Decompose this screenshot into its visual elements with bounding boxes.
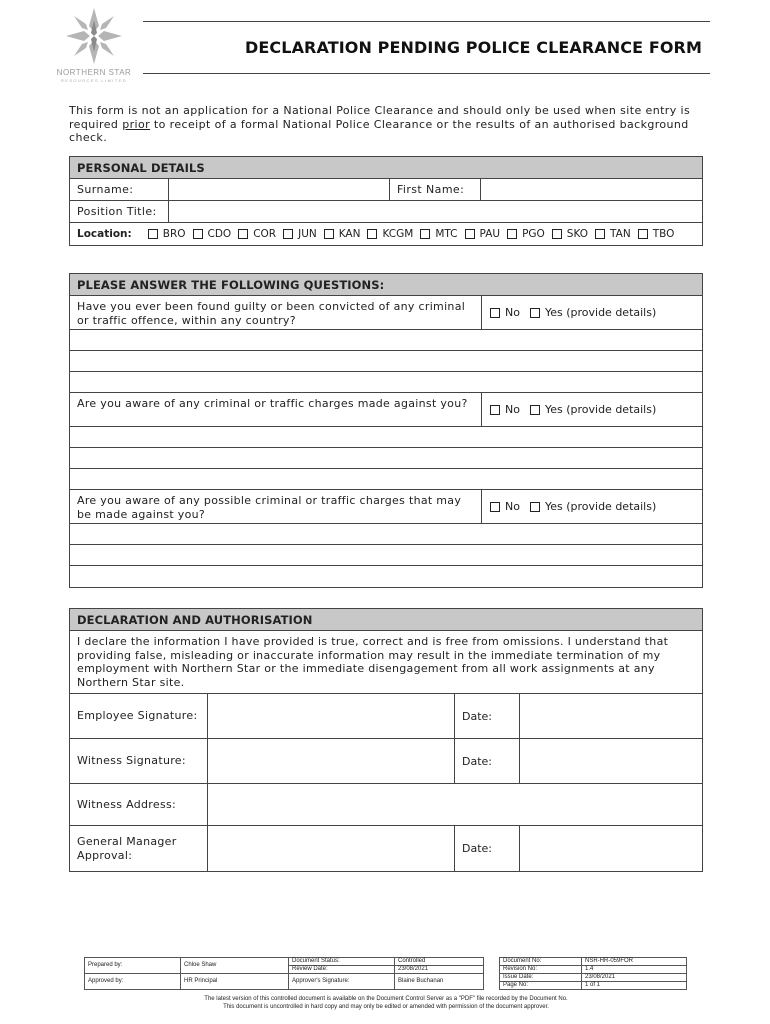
northern-star-logo-icon <box>64 6 124 66</box>
location-option-bro[interactable] <box>148 228 186 240</box>
checkbox[interactable] <box>595 229 605 239</box>
header-bottom-rule <box>143 73 710 74</box>
prepared-by-label: Prepared by: <box>85 958 181 974</box>
gm-approval-label: General Manager Approval: <box>70 826 208 871</box>
location-option-kan[interactable] <box>324 228 361 240</box>
logo-name: NORTHERN STAR <box>56 68 132 77</box>
intro-text-2: to receipt of a formal National Police Clearance or the results of an authorised background check. <box>69 117 689 144</box>
yes-label: Yes (provide details) <box>544 403 657 416</box>
personal-details-heading: PERSONAL DETAILS <box>70 157 702 179</box>
q2-details-line[interactable] <box>70 448 702 469</box>
footer-note <box>69 995 703 1011</box>
location-option-sko[interactable] <box>552 228 588 240</box>
declaration-table <box>69 608 703 872</box>
doc-status-value: Controlled <box>395 958 484 966</box>
checkbox[interactable] <box>530 502 540 512</box>
q3-details-line[interactable] <box>70 524 702 545</box>
personal-details-table <box>69 156 703 246</box>
intro-paragraph <box>69 104 705 145</box>
location-cdo-label: CDO <box>207 228 232 240</box>
location-option-kcgm[interactable] <box>367 228 413 240</box>
first-name-field[interactable] <box>481 179 702 200</box>
location-pgo-label: PGO <box>522 228 545 240</box>
checkbox[interactable] <box>148 229 158 239</box>
logo-subtitle: RESOURCES LIMITED <box>60 78 128 83</box>
q3-details-line[interactable] <box>70 566 702 587</box>
location-kan-label: KAN <box>338 228 361 240</box>
checkbox[interactable] <box>367 229 377 239</box>
yes-label: Yes (provide details) <box>544 306 657 319</box>
yes-label: Yes (provide details) <box>544 500 657 513</box>
checkbox[interactable] <box>490 502 500 512</box>
revision-value: 1.4 <box>582 966 687 974</box>
footer-note-line-2: This document is uncontrolled in hard copy and may only be edited or amended with permission of the document approver. <box>223 1004 549 1010</box>
location-mtc-label: MTC <box>435 228 458 240</box>
approver-signature-label: Approver's Signature: <box>289 974 395 990</box>
checkbox[interactable] <box>465 229 475 239</box>
checkbox[interactable] <box>530 405 540 415</box>
employee-signature-label: Employee Signature: <box>70 694 208 738</box>
location-option-mtc[interactable] <box>420 228 457 240</box>
intro-prior: prior <box>122 117 151 131</box>
q2-details-line[interactable] <box>70 469 702 490</box>
witness-address-field[interactable] <box>208 784 702 825</box>
page-title: DECLARATION PENDING POLICE CLEARANCE FORM <box>245 38 702 57</box>
declaration-text: I declare the information I have provided is true, correct and is free from omissions. I understand that providing false, misleading or inaccurate information may result in the immediate termination of my employment with Northern Star or the immediate disengagement from all work assignments at any Northern Star site. <box>70 631 702 694</box>
location-option-pau[interactable] <box>465 228 501 240</box>
checkbox[interactable] <box>638 229 648 239</box>
checkbox[interactable] <box>238 229 248 239</box>
revision-label: Revision No: <box>500 966 582 974</box>
checkbox[interactable] <box>193 229 203 239</box>
surname-label: Surname: <box>70 179 169 200</box>
employee-signature-field[interactable] <box>208 694 455 738</box>
prepared-by-value: Chloe Shaw <box>181 958 289 974</box>
location-label: Location: <box>77 228 132 240</box>
question-2-answer <box>482 393 702 426</box>
q1-details-line[interactable] <box>70 330 702 351</box>
first-name-label: First Name: <box>390 179 481 200</box>
issue-date-label: Issue Date: <box>500 974 582 982</box>
q2-no-option[interactable] <box>490 403 520 416</box>
witness-date-field[interactable] <box>520 739 702 783</box>
location-option-cdo[interactable] <box>193 228 232 240</box>
approver-signature-value: Blaine Buchanan <box>395 974 484 990</box>
q3-no-option[interactable] <box>490 500 520 513</box>
question-3-answer <box>482 490 702 523</box>
location-bro-label: BRO <box>162 228 186 240</box>
gm-approval-field[interactable] <box>208 826 455 871</box>
question-row-2 <box>70 393 702 427</box>
review-date-label: Review Date: <box>289 966 395 974</box>
location-tan-label: TAN <box>610 228 631 240</box>
no-label: No <box>505 403 520 416</box>
witness-signature-label: Witness Signature: <box>70 739 208 783</box>
questions-table <box>69 273 703 588</box>
checkbox[interactable] <box>324 229 334 239</box>
no-label: No <box>505 500 520 513</box>
review-date-value: 23/08/2021 <box>395 966 484 974</box>
intro-text-1: This form is not an application for a National Police Clearance and should only be used when site entry is required <box>69 104 691 131</box>
checkbox[interactable] <box>283 229 293 239</box>
witness-signature-field[interactable] <box>208 739 455 783</box>
checkbox[interactable] <box>490 405 500 415</box>
q1-details-line[interactable] <box>70 372 702 393</box>
checkbox[interactable] <box>507 229 517 239</box>
q3-yes-option[interactable] <box>530 500 656 513</box>
issue-date-value: 23/08/2021 <box>582 974 687 982</box>
checkbox[interactable] <box>420 229 430 239</box>
question-2-text: Are you aware of any criminal or traffic charges made against you? <box>70 393 482 426</box>
question-3-text: Are you aware of any possible criminal or traffic charges that may be made against you? <box>70 490 482 523</box>
position-title-field[interactable] <box>169 201 702 222</box>
witness-address-label: Witness Address: <box>70 784 208 825</box>
approved-by-label: Approved by: <box>85 974 181 990</box>
employee-date-label: Date: <box>455 694 520 738</box>
position-title-label: Position Title: <box>70 201 169 222</box>
page-no-label: Page No: <box>500 982 582 990</box>
location-tbo-label: TBO <box>652 228 675 240</box>
q2-details-line[interactable] <box>70 427 702 448</box>
doc-no-label: Document No: <box>500 958 582 966</box>
question-row-3 <box>70 490 702 524</box>
location-sko-label: SKO <box>566 228 589 240</box>
question-row-1 <box>70 296 702 330</box>
q3-details-line[interactable] <box>70 545 702 566</box>
question-1-text: Have you ever been found guilty or been convicted of any criminal or traffic offence, within any country? <box>70 296 482 329</box>
declaration-heading: DECLARATION AND AUTHORISATION <box>70 609 702 631</box>
q2-yes-option[interactable] <box>530 403 656 416</box>
doc-status-label: Document Status: <box>289 958 395 966</box>
location-option-pgo[interactable] <box>507 228 545 240</box>
location-row <box>70 223 702 245</box>
gm-date-field[interactable] <box>520 826 702 871</box>
footer-note-line-1: The latest version of this controlled document is available on the Document Control Server as a "PDF" file recorded by the Document No. <box>204 996 568 1002</box>
questions-heading: PLEASE ANSWER THE FOLLOWING QUESTIONS: <box>70 274 702 296</box>
location-option-jun[interactable] <box>283 228 317 240</box>
company-logo <box>46 6 142 84</box>
surname-field[interactable] <box>169 179 390 200</box>
header-top-rule <box>143 21 710 22</box>
checkbox[interactable] <box>552 229 562 239</box>
no-label: No <box>505 306 520 319</box>
q1-no-option[interactable] <box>490 306 520 319</box>
witness-date-label: Date: <box>455 739 520 783</box>
location-pau-label: PAU <box>479 228 501 240</box>
page-no-value: 1 of 1 <box>582 982 687 990</box>
document-control-table <box>84 957 484 990</box>
employee-date-field[interactable] <box>520 694 702 738</box>
location-option-cor[interactable] <box>238 228 276 240</box>
location-jun-label: JUN <box>298 228 317 240</box>
question-1-answer <box>482 296 702 329</box>
q1-yes-option[interactable] <box>530 306 656 319</box>
location-option-tbo[interactable] <box>638 228 675 240</box>
checkbox[interactable] <box>530 308 540 318</box>
location-kcgm-label: KCGM <box>382 228 414 240</box>
approved-by-value: HR Principal <box>181 974 289 990</box>
doc-no-value: NSR-HR-059FOR <box>582 958 687 966</box>
gm-date-label: Date: <box>455 826 520 871</box>
location-option-tan[interactable] <box>595 228 631 240</box>
checkbox[interactable] <box>490 308 500 318</box>
q1-details-line[interactable] <box>70 351 702 372</box>
location-cor-label: COR <box>253 228 277 240</box>
document-info-table <box>499 957 687 990</box>
